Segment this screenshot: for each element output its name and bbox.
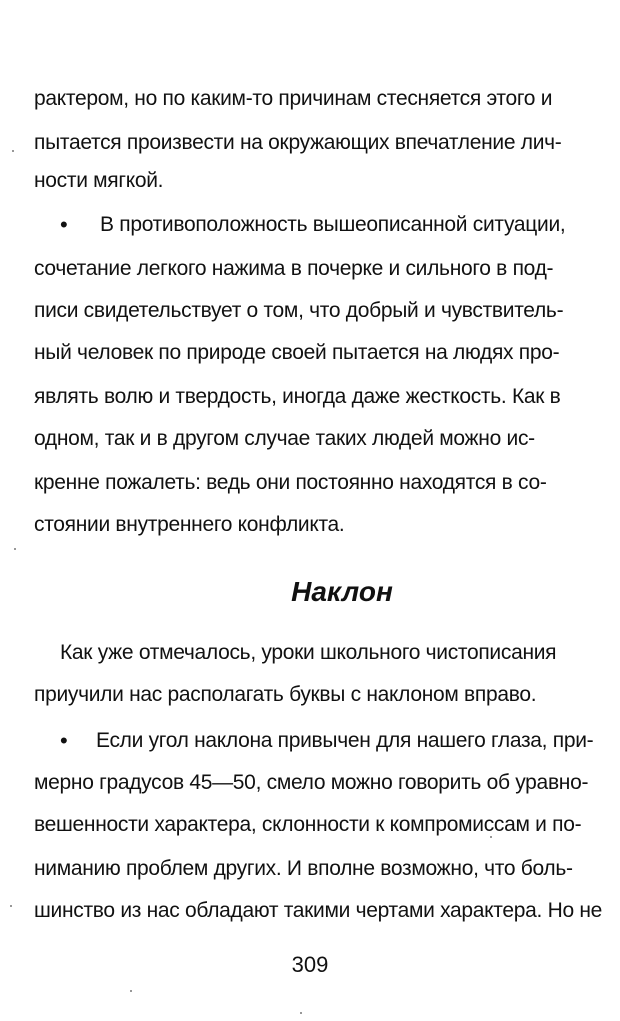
text-line: стоянии внутреннего конфликта. — [34, 513, 345, 536]
text-line: одном, так и в другом случае таких людей можно ис- — [34, 427, 535, 450]
scan-speck — [300, 1012, 302, 1014]
text-line: шинство из нас обладают такими чертами характера. Но не — [34, 899, 603, 922]
text-line: писи свидетельствует о том, что добрый и чувствитель- — [34, 299, 564, 322]
page-number: 309 — [291, 952, 329, 977]
scan-speck — [130, 990, 132, 992]
text-line: вешенности характера, склонности к компромиссам и по- — [34, 813, 582, 836]
scan-speck — [490, 836, 492, 838]
section-heading: Наклон — [291, 576, 393, 607]
text-line: мерно градусов 45—50, смело можно говорить об уравно- — [34, 771, 589, 794]
text-line: ниманию проблем других. И вполне возможно, что боль- — [34, 857, 573, 880]
text-line: кренне пожалеть: ведь они постоянно находятся в со- — [34, 471, 547, 494]
text-line: рактером, но по каким-то причинам стесняется этого и — [34, 87, 553, 110]
text-line: являть волю и твердость, иногда даже жесткость. Как в — [34, 385, 561, 408]
text-line: Если угол наклона привычен для нашего глаза, при- — [96, 729, 594, 752]
scan-speck — [10, 905, 12, 907]
bullet-icon: • — [60, 212, 68, 237]
text-line: приучили нас располагать буквы с наклоном вправо. — [34, 683, 537, 706]
text-line: В противоположность вышеописанной ситуации, — [100, 213, 566, 236]
text-line: ный человек по природе своей пытается на людях про- — [34, 341, 560, 364]
scan-speck — [14, 548, 16, 550]
text-line: Как уже отмечалось, уроки школьного чистописания — [60, 641, 557, 664]
text-line: ности мягкой. — [34, 169, 164, 192]
text-line: пытается произвести на окружающих впечатление лич- — [34, 131, 562, 154]
text-line: сочетание легкого нажима в почерке и сильного в под- — [34, 257, 554, 280]
scan-speck — [12, 150, 14, 152]
bullet-icon: • — [60, 728, 68, 753]
